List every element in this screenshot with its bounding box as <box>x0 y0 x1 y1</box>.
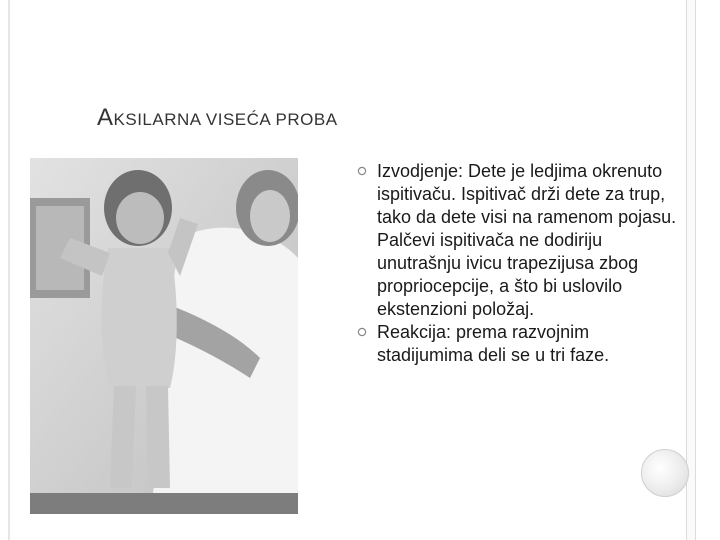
right-frame-bar <box>686 0 696 540</box>
list-item <box>357 321 687 367</box>
photo-illustration <box>30 158 298 514</box>
list-item <box>357 160 687 321</box>
title-rest: KSILARNA VISEĆA PROBA <box>113 110 338 129</box>
photo <box>30 158 298 514</box>
bullet-icon <box>357 327 367 337</box>
bullet-list <box>357 160 687 367</box>
bullet-text: Reakcija: prema razvojnim stadijumima deli se u tri faze. <box>377 322 610 365</box>
left-frame-line <box>8 0 10 540</box>
bullet-icon <box>357 166 367 176</box>
title-first-letter: A <box>97 104 114 131</box>
decorative-circle <box>641 449 689 497</box>
slide-title <box>97 104 338 132</box>
bullet-text: Izvodjenje: Dete je ledjima okrenuto ispitivaču. Ispitivač drži dete za trup, tako da dete visi na ramenom pojasu. Palčevi ispitivača ne dodiriju unutrašnju ivicu trapezijusa zbog propriocepcije, a što bi uslovilo ekstenzioni položaj. <box>377 161 677 319</box>
